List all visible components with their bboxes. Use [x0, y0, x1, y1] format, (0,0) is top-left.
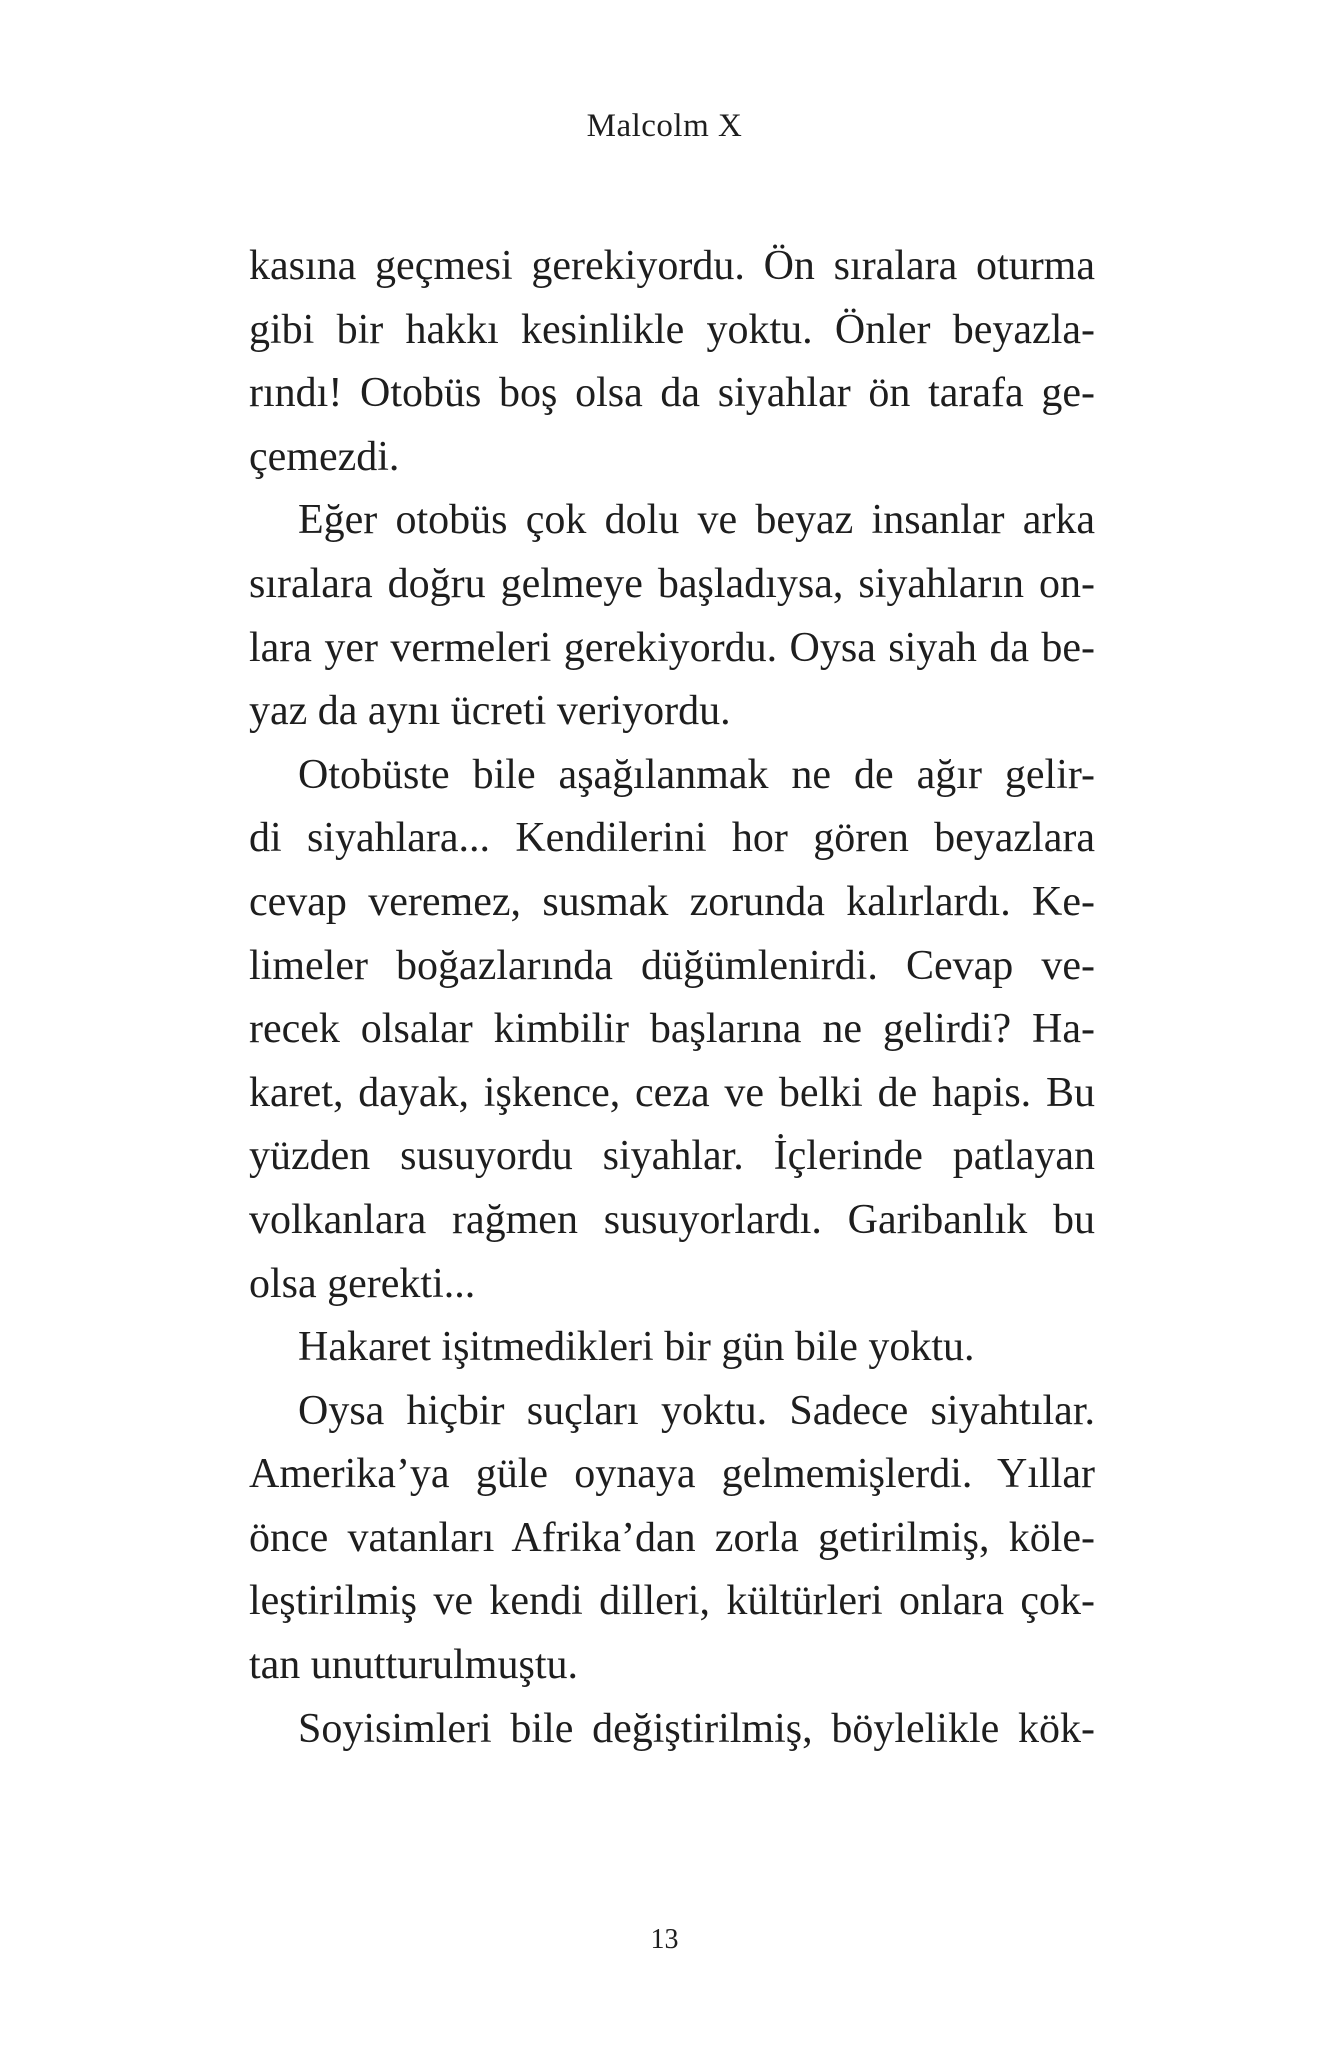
paragraph-first-line: Eğer otobüs çok dolu ve beyaz insanlar arka — [298, 497, 1095, 544]
text-line: çemezdi. — [249, 433, 400, 480]
text-line: di siyahlara... Kendilerini hor gören beyazlara — [249, 815, 1095, 862]
text-line: lara yer vermeleri gerekiyordu. Oysa siyah da be- — [249, 624, 1095, 671]
text-line: leştirilmiş ve kendi dilleri, kültürleri onlara çok- — [249, 1578, 1095, 1625]
page-number: 13 — [650, 1924, 679, 1955]
text-line: yaz da aynı ücreti veriyordu. — [249, 688, 731, 735]
paragraph-first-line: Hakaret işitmedikleri bir gün bile yoktu. — [298, 1324, 975, 1371]
text-line: sıralara doğru gelmeye başladıysa, siyahların on- — [249, 560, 1095, 607]
text-line: volkanlara rağmen susuyorlardı. Garibanlık bu — [249, 1196, 1095, 1243]
text-line: tan unutturulmuştu. — [249, 1642, 578, 1689]
text-line: cevap veremez, susmak zorunda kalırlardı. Ke- — [249, 878, 1095, 925]
text-line: rındı! Otobüs boş olsa da siyahlar ön tarafa ge- — [249, 370, 1095, 417]
text-line: olsa gerekti... — [249, 1260, 476, 1307]
running-header: Malcolm X — [586, 108, 743, 144]
text-line: yüzden susuyordu siyahlar. İçlerinde patlayan — [249, 1133, 1095, 1180]
text-line: limeler boğazlarında düğümlenirdi. Cevap ve- — [249, 942, 1095, 989]
paragraph-first-line: Soyisimleri bile değiştirilmiş, böylelikle kök- — [298, 1705, 1095, 1752]
text-line: önce vatanları Afrika’dan zorla getirilmiş, köle- — [249, 1514, 1095, 1561]
text-line: recek olsalar kimbilir başlarına ne gelirdi? Ha- — [249, 1006, 1095, 1053]
text-line: gibi bir hakkı kesinlikle yoktu. Önler beyazla- — [249, 306, 1095, 353]
body-text — [249, 236, 1095, 1762]
text-line: kasına geçmesi gerekiyordu. Ön sıralara oturma — [249, 243, 1095, 289]
paragraph-first-line: Oysa hiçbir suçları yoktu. Sadece siyahtılar. — [298, 1387, 1095, 1434]
text-line: karet, dayak, işkence, ceza ve belki de hapis. Bu — [249, 1069, 1095, 1116]
paragraph-first-line: Otobüste bile aşağılanmak ne de ağır gelir- — [298, 751, 1095, 798]
text-line: Amerika’ya güle oynaya gelmemişlerdi. Yıllar — [249, 1451, 1095, 1498]
